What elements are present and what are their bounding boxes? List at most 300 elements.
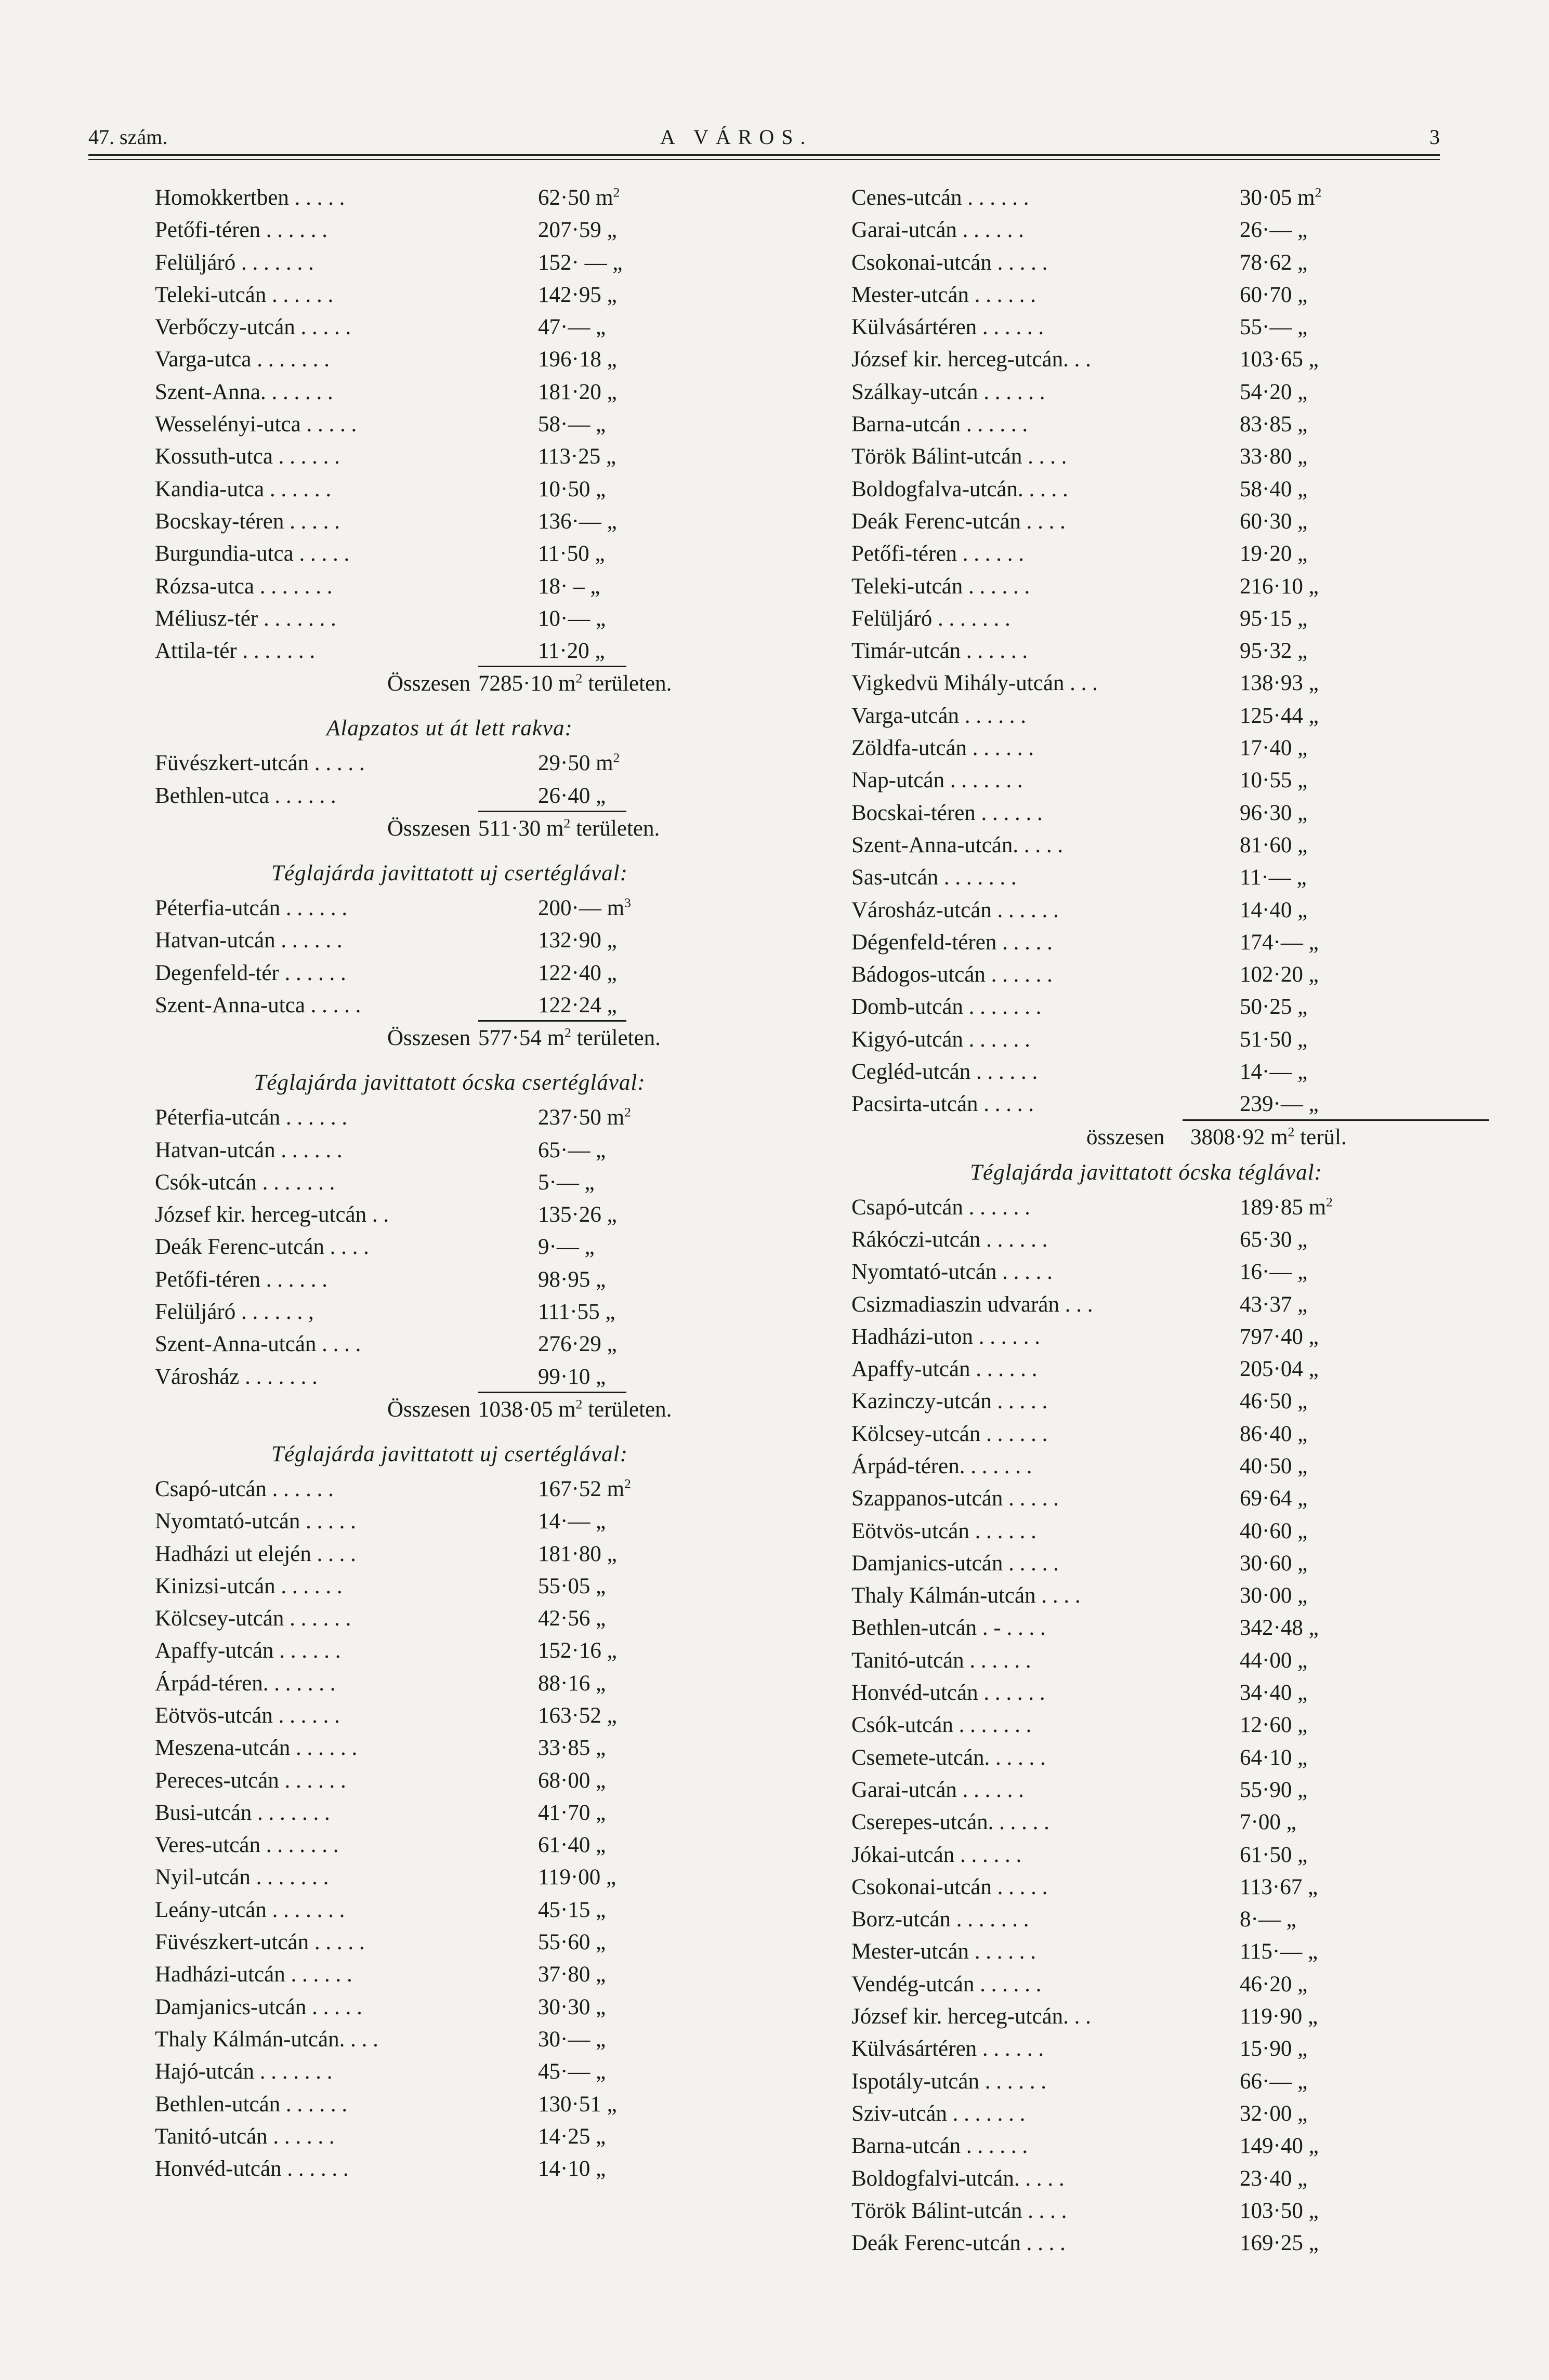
street-name: Kandia-utca . . . . . . [155,477,332,501]
list-item [847,376,1445,408]
street-name: Petőfi-téren . . . . . . [155,1267,327,1292]
street-name: Csizmadiaszin udvarán . . . [851,1292,1093,1317]
area-value: 44·00 „ [1240,1648,1308,1673]
street-name: Tanitó-utcán . . . . . . [851,1648,1031,1673]
list-item [151,1959,749,1991]
street-name: Felüljáró . . . . . . . [155,250,314,275]
street-name: Felüljáró . . . . . . . [851,606,1010,631]
area-value: 207·59 „ [538,218,617,243]
area-value: 30·00 „ [1240,1583,1308,1608]
area-value: 5·— „ [538,1170,595,1195]
list-item [151,1635,749,1667]
street-name: Rózsa-utca . . . . . . . [155,574,333,599]
street-name: Kölcsey-utcán . . . . . . [851,1421,1048,1446]
list-item [847,991,1445,1023]
area-value: 17·40 „ [1240,736,1308,761]
list-item [151,603,749,635]
list-item [847,506,1445,538]
area-value: 14·— „ [1240,1060,1308,1085]
total-label: Összesen [387,1026,471,1051]
area-value: 46·50 „ [1240,1389,1308,1414]
street-name: Szent-Anna-utcán . . . . [155,1332,361,1357]
list-item [151,635,749,667]
area-value: 111·55 „ [538,1300,615,1325]
street-name: Kinizsi-utcán . . . . . . [155,1574,343,1598]
area-value: 30·60 „ [1240,1551,1308,1576]
list-item [847,603,1445,635]
list-item [151,343,749,376]
list-item [847,247,1445,279]
list-item [151,408,749,441]
street-name: Szálkay-utcán . . . . . . [851,379,1045,404]
area-value: 18· – „ [538,574,600,599]
list-item [151,1861,749,1894]
area-value: 10·55 „ [1240,768,1308,793]
area-value: 136·— „ [538,509,617,534]
street-name: Petőfi-téren . . . . . . [851,541,1024,566]
total-label: Összesen [387,816,471,841]
total-row [151,1393,749,1426]
street-name: Szent-Anna-utca . . . . . [155,993,361,1017]
section-heading: Téglajárda javittatott uj csertéglával: [271,861,628,886]
area-value: 205·04 „ [1240,1357,1319,1382]
area-value: 34·40 „ [1240,1681,1308,1705]
page-number: 3 [1429,125,1440,149]
right-column [847,182,1445,2259]
area-value: 142·95 „ [538,282,617,307]
area-value: 40·50 „ [1240,1453,1308,1478]
list-item [847,1024,1445,1056]
street-name: Deák Ferenc-utcán . . . . [851,2231,1066,2256]
area-value: 122·24 „ [538,993,617,1017]
area-value: 86·40 „ [1240,1421,1308,1446]
street-name: Felüljáró . . . . . . , [155,1300,314,1325]
area-value: 11·— „ [1240,865,1307,890]
area-value: 66·— „ [1240,2069,1308,2094]
area-value: 167·52 $m^2$ [538,1476,631,1501]
street-name: Petőfi-téren . . . . . . [155,218,327,243]
list-item [151,376,749,408]
street-name: Zöldfa-utcán . . . . . . [851,736,1034,761]
area-value: 96·30 „ [1240,800,1308,825]
street-name: Füvészkert-utcán . . . . . [155,1930,365,1955]
total-row [151,812,749,845]
list-item [151,1264,749,1296]
list-item [847,1903,1445,1936]
area-value: 81·60 „ [1240,832,1308,857]
street-name: Varga-utcán . . . . . . [851,703,1026,728]
street-name: Attila-tér . . . . . . . [155,639,316,664]
list-item [847,1871,1445,1903]
street-name: Hadházi ut elején . . . . [155,1541,356,1566]
list-item [847,408,1445,441]
list-item [847,2098,1445,2130]
street-name: Rákóczi-utcán . . . . . . [851,1227,1048,1252]
street-name: Sziv-utcán . . . . . . . [851,2101,1026,2126]
area-value: 58·40 „ [1240,477,1308,501]
list-item [151,747,749,779]
area-value: 45·15 „ [538,1897,606,1922]
street-name: Mester-utcán . . . . . . [851,1939,1036,1964]
total-value: 511·30 $m^2$ területen. [478,815,660,841]
area-value: 237·50 $m^2$ [538,1104,631,1130]
header-rule [88,154,1440,156]
area-value: 61·50 „ [1240,1842,1308,1867]
street-name: Bethlen-utca . . . . . . [155,783,336,808]
street-name: Külvásártéren . . . . . . [851,2037,1044,2061]
street-name: Timár-utcán . . . . . . [851,639,1028,664]
total-value: 3808·92 $m^2$ terül. [1190,1124,1347,1149]
street-name: Damjanics-utcán . . . . . [155,1994,362,2019]
street-name: Füvészkert-utcán . . . . . [155,751,365,776]
list-item [847,700,1445,732]
area-value: 30·30 „ [538,1994,606,2019]
area-value: 125·44 „ [1240,703,1319,728]
area-value: 9·— „ [538,1235,595,1260]
area-value: 55·— „ [1240,315,1308,340]
street-name: Péterfia-utcán . . . . . . [155,1105,348,1130]
issue-number: 47. szám. [88,125,168,149]
list-item [151,2024,749,2056]
list-item [847,829,1445,862]
street-name: Kazinczy-utcán . . . . . [851,1389,1048,1414]
street-name: Eötvös-utcán . . . . . . [155,1703,340,1728]
list-item [847,1483,1445,1515]
area-value: 189·85 $m^2$ [1240,1194,1333,1220]
area-value: 169·25 „ [1240,2231,1319,2256]
section-heading: Téglajárda javittatott ócska csertéglával: [254,1070,646,1095]
street-name: József kir. herceg-utcán. . . [851,347,1091,372]
street-name: Deák Ferenc-utcán . . . . [851,509,1066,534]
total-row [151,667,749,700]
list-item [151,247,749,279]
area-value: 50·25 „ [1240,995,1308,1020]
list-item [847,2130,1445,2162]
list-item [151,2121,749,2153]
street-name: Bocskai-téren . . . . . . [851,800,1043,825]
list-item [151,1167,749,1199]
area-value: 200·— $m^3$ [538,895,631,921]
area-value: 47·— „ [538,315,606,340]
list-item [151,441,749,473]
area-value: 115·— „ [1240,1939,1318,1964]
list-item [847,1774,1445,1806]
street-name: Nyomtató-utcán . . . . . [851,1260,1053,1285]
street-name: Nyomtató-utcán . . . . . [155,1509,356,1534]
street-name: Szent-Anna-utcán. . . . . [851,832,1064,857]
area-value: 60·30 „ [1240,509,1308,534]
area-value: 130·51 „ [538,2092,617,2117]
street-name: Bádogos-utcán . . . . . . [851,962,1053,987]
list-item [847,862,1445,894]
list-item [847,1806,1445,1839]
list-item [151,1926,749,1959]
street-name: Tanitó-utcán . . . . . . [155,2124,335,2149]
street-name: Vendég-utcán . . . . . . [851,1972,1042,1996]
area-value: 16·— „ [1240,1260,1308,1285]
street-name: Wesselényi-utca . . . . . [155,412,357,437]
area-value: 196·18 „ [538,347,617,372]
area-value: 14·25 „ [538,2124,606,2149]
list-item [151,214,749,246]
area-value: 103·65 „ [1240,347,1319,372]
street-name: Nyil-utcán . . . . . . . [155,1865,329,1890]
street-name: Kossuth-utca . . . . . . [155,444,340,469]
list-item [151,1328,749,1360]
street-name: Apaffy-utcán . . . . . . [155,1638,341,1663]
left-column [151,182,749,2185]
list-item [847,1709,1445,1741]
street-name: Leány-utcán . . . . . . . [155,1897,345,1922]
area-value: 55·05 „ [538,1574,606,1598]
area-value: 14·10 „ [538,2157,606,2181]
area-value: 163·52 „ [538,1703,617,1728]
area-value: 119·00 „ [538,1865,616,1890]
street-name: Csapó-utcán . . . . . . [155,1476,334,1501]
area-value: 102·20 „ [1240,962,1319,987]
list-item [847,1450,1445,1483]
area-value: 83·85 „ [1240,412,1308,437]
list-item [847,2195,1445,2227]
area-value: 65·30 „ [1240,1227,1308,1252]
street-name: Thaly Kálmán-utcán . . . . [851,1583,1081,1608]
area-value: 33·80 „ [1240,444,1308,469]
list-item [847,1515,1445,1548]
street-name: Jókai-utcán . . . . . . [851,1842,1022,1867]
area-value: 40·60 „ [1240,1518,1308,1543]
area-value: 10·— „ [538,606,606,631]
area-value: 64·10 „ [1240,1745,1308,1770]
list-item [151,1134,749,1167]
list-item [151,1570,749,1603]
street-name: Mester-utcán . . . . . . [851,282,1036,307]
list-item [151,1765,749,1797]
list-item [847,2001,1445,2033]
list-item [151,1603,749,1635]
area-value: 15·90 „ [1240,2037,1308,2061]
street-name: Pereces-utcán . . . . . . [155,1768,346,1793]
list-item [151,506,749,538]
street-name: Bethlen-utcán . . . . . . [155,2092,348,2117]
area-value: 174·— „ [1240,930,1319,955]
list-item [847,441,1445,473]
list-item [151,279,749,311]
street-name: Barna-utcán . . . . . . [851,412,1028,437]
list-item [151,1473,749,1505]
list-item [847,797,1445,829]
area-value: 45·— „ [538,2059,606,2084]
area-value: 132·90 „ [538,928,617,953]
area-value: 113·67 „ [1240,1874,1318,1899]
street-name: Honvéd-utcán . . . . . . [155,2157,349,2181]
area-value: 43·37 „ [1240,1292,1308,1317]
street-name: Hajó-utcán . . . . . . . [155,2059,333,2084]
area-value: 58·— „ [538,412,606,437]
area-value: 12·60 „ [1240,1713,1308,1738]
area-value: 88·16 „ [538,1671,606,1696]
street-name: Csokonai-utcán . . . . . [851,250,1048,275]
street-name: Török Bálint-utcán . . . . [851,444,1067,469]
list-item [847,1936,1445,1968]
header-rule-thin [88,159,1440,160]
list-item [847,1645,1445,1677]
street-name: Cenes-utcán . . . . . . [851,186,1029,210]
section-heading: Alapzatos ut át lett rakva: [326,716,573,741]
area-value: 26·— „ [1240,218,1308,243]
area-value: 78·62 „ [1240,250,1308,275]
street-name: Meszena-utcán . . . . . . [155,1736,358,1761]
list-item [847,571,1445,603]
list-item [151,1102,749,1134]
list-item [847,1289,1445,1321]
list-item [847,2163,1445,2195]
list-item [847,538,1445,570]
list-item [151,1700,749,1732]
street-name: Szent-Anna. . . . . . . [155,379,333,404]
street-name: Kigyó-utcán . . . . . . [851,1027,1030,1052]
area-value: 61·40 „ [538,1833,606,1858]
street-name: Városház . . . . . . . [155,1364,318,1389]
area-value: 19·20 „ [1240,541,1308,566]
list-item [847,279,1445,311]
area-value: 51·50 „ [1240,1027,1308,1052]
list-item [847,1353,1445,1385]
list-item [151,1199,749,1231]
street-name: Török Bálint-utcán . . . . [851,2198,1067,2223]
list-item [847,894,1445,927]
street-name: Teleki-utcán . . . . . . [851,574,1030,599]
area-value: 239·— „ [1240,1092,1319,1117]
area-value: 65·— „ [538,1138,606,1162]
street-name: Boldogfalvi-utcán. . . . . [851,2166,1065,2191]
street-name: Eötvös-utcán . . . . . . [851,1518,1036,1543]
list-item [847,343,1445,376]
area-value: 103·50 „ [1240,2198,1319,2223]
street-name: Thaly Kálmán-utcán. . . . [155,2027,378,2052]
street-name: Szappanos-utcán . . . . . [851,1486,1059,1511]
street-name: Árpád-téren. . . . . . . [155,1671,336,1696]
area-value: 10·50 „ [538,477,606,501]
street-name: Veres-utcán . . . . . . . [155,1833,339,1858]
area-value: 152·16 „ [538,1638,617,1663]
list-item [847,927,1445,959]
area-value: 68·00 „ [538,1768,606,1793]
total-label: Összesen [387,671,471,696]
area-value: 216·10 „ [1240,574,1319,599]
area-value: 54·20 „ [1240,379,1308,404]
list-item [151,989,749,1022]
street-name: Boldogfalva-utcán. . . . . [851,477,1068,501]
street-name: Deák Ferenc-utcán . . . . [155,1235,369,1260]
street-name: Kölcsey-utcán . . . . . . [155,1606,351,1631]
list-item [847,1224,1445,1256]
list-item [847,1088,1445,1120]
street-name: Ispotály-utcán . . . . . . [851,2069,1046,2094]
street-name: Garai-utcán . . . . . . [851,1777,1024,1802]
list-item [847,1839,1445,1871]
list-item [847,2227,1445,2259]
list-item [847,473,1445,506]
area-value: 99·10 „ [538,1364,606,1389]
list-item [847,1056,1445,1088]
street-name: Nap-utcán . . . . . . . [851,768,1023,793]
area-value: 14·40 „ [1240,897,1308,922]
section-heading: Téglajárda javittatott uj csertéglával: [271,1442,628,1466]
street-name: Sas-utcán . . . . . . . [851,865,1017,890]
street-name: Külvásártéren . . . . . . [851,315,1044,340]
street-name: Garai-utcán . . . . . . [851,218,1024,243]
list-item [151,1991,749,2024]
street-name: Bocskay-téren . . . . . [155,509,340,534]
list-item [151,2056,749,2088]
list-item [847,182,1445,214]
area-value: 8·— „ [1240,1907,1296,1932]
list-item [151,1668,749,1700]
list-item [151,1797,749,1829]
street-name: Csapó-utcán . . . . . . [851,1195,1030,1220]
street-name: Csók-utcán . . . . . . . [155,1170,335,1195]
total-value: 1038·05 $m^2$ területen. [478,1396,672,1422]
total-row [151,1022,749,1055]
area-value: 152· — „ [538,250,623,275]
street-name: Hadházi-utcán . . . . . . [155,1962,352,1987]
street-name: József kir. herceg-utcán. . . [851,2004,1091,2029]
area-value: 113·25 „ [538,444,616,469]
list-item [847,2033,1445,2065]
list-item [151,1361,749,1393]
street-name: Dégenfeld-téren . . . . . [851,930,1053,955]
list-item [847,214,1445,246]
area-value: 138·93 „ [1240,671,1319,696]
list-item [151,892,749,924]
list-item [151,1505,749,1538]
list-item [847,1580,1445,1612]
street-name: Vigkedvü Mihály-utcán . . . [851,671,1098,696]
area-value: 7·00 „ [1240,1810,1296,1835]
list-item [847,635,1445,667]
area-value: 60·70 „ [1240,282,1308,307]
list-item [151,538,749,570]
area-value: 135·26 „ [538,1202,617,1227]
area-value: 46·20 „ [1240,1972,1308,1996]
list-item [847,1418,1445,1450]
street-name: Homokkertben . . . . . [155,186,345,210]
street-name: Verbőczy-utcán . . . . . [155,315,351,340]
street-name: Hatvan-utcán . . . . . . [155,1138,343,1162]
area-value: 30·— „ [538,2027,606,2052]
street-name: József kir. herceg-utcán . . [155,1202,389,1227]
total-label: összesen [1086,1125,1165,1149]
street-name: Városház-utcán . . . . . . [851,897,1059,922]
list-item [847,1548,1445,1580]
section-heading: Téglajárda javittatott ócska téglával: [970,1160,1322,1185]
street-name: Cserepes-utcán. . . . . . [851,1810,1049,1835]
area-value: 23·40 „ [1240,2166,1308,2191]
area-value: 181·80 „ [538,1541,617,1566]
list-item [847,1612,1445,1644]
area-value: 37·80 „ [538,1962,606,1987]
list-item [847,2066,1445,2098]
list-item [151,1538,749,1570]
list-item [151,957,749,989]
street-name: Domb-utcán . . . . . . . [851,995,1042,1020]
area-value: 32·00 „ [1240,2101,1308,2126]
list-item [151,1732,749,1764]
list-item [151,311,749,343]
list-item [847,732,1445,764]
area-value: 11·50 „ [538,541,605,566]
street-name: Cegléd-utcán . . . . . . [851,1060,1038,1085]
